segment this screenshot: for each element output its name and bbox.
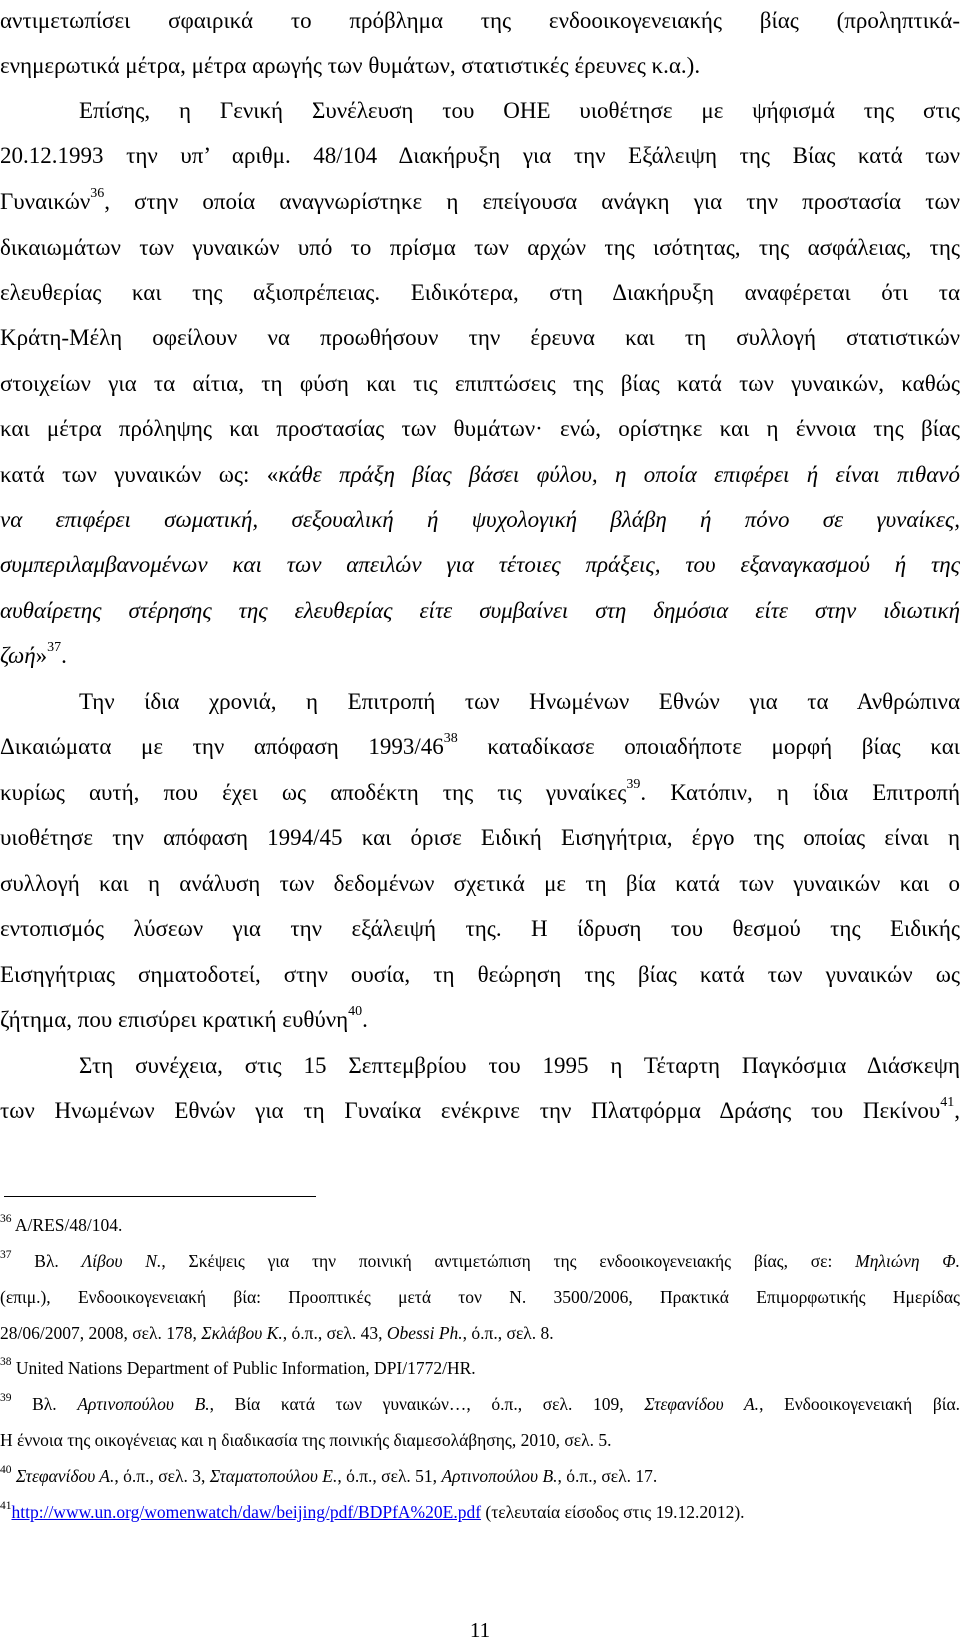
footnote-number: 40: [0, 1464, 12, 1477]
footnote-37-line: 28/06/2007, 2008, σελ. 178, Σκλάβου Κ., ό.π., σελ. 43, Obessi Ph., ό.π., σελ. 8.: [0, 1323, 554, 1343]
footnote-ref[interactable]: 36: [90, 186, 105, 202]
body-line: Γυναικών$^{36}$, στην οποία αναγνωρίστηκε η επείγουσα ανάγκη για την προστασία των: [0, 186, 960, 214]
body-line: ζήτημα, που επισύρει κρατική ευθύνη$^{40}$.: [0, 1004, 368, 1032]
body-line: στοιχείων για τα αίτια, τη φύση και τις επιπτώσεις της βίας κατά των γυναικών, καθώς: [0, 371, 960, 396]
footnote-41: $^{41}$http://www.un.org/womenwatch/daw/beijing/pdf/BDPfA%20E.pdf (τελευταία είσοδος στις 19.12.2012).: [0, 1500, 745, 1522]
footnote-number: 38: [0, 1356, 12, 1369]
quoted-definition-line: συμπεριλαμβανομένων και των απειλών για τέτοιες πράξεις, του εξαναγκασμού ή της: [0, 552, 960, 577]
paragraph-start: Την ίδια χρονιά, η Επιτροπή των Ηνωμένων Εθνών για τα Ανθρώπινα: [79, 689, 960, 714]
footnote-37: $^{37}$ Βλ. Λίβου Ν., Σκέψεις για την ποινική αντιμετώπιση της ενδοοικογενειακής βίας, σε: Μηλιώνη Φ.: [0, 1249, 960, 1271]
footnote-number: 37: [0, 1249, 12, 1262]
footnote-40: $^{40}$ Στεφανίδου Α., ό.π., σελ. 3, Σταματοπούλου Ε., ό.π., σελ. 51, Αρτινοπούλου Β., ό.π., σελ. 17.: [0, 1464, 658, 1486]
page-number: 11: [469, 1618, 491, 1642]
body-line: ζωή»$^{37}$.: [0, 640, 67, 668]
body-line: κατά των γυναικών ως: «κάθε πράξη βίας βάσει φύλου, η οποία επιφέρει ή είναι πιθανό: [0, 462, 960, 487]
footnote-ref[interactable]: 41: [940, 1095, 955, 1111]
footnote-37-line: (επιμ.), Ενδοοικογενειακή βία: Προοπτικές μετά τον Ν. 3500/2006, Πρακτικά Επιμορφωτικής Ημερίδας: [0, 1287, 960, 1307]
footnote-url-link[interactable]: http://www.un.org/womenwatch/daw/beijing/pdf/BDPfA%20E.pdf: [11, 1502, 482, 1522]
footnote-39-line: Η έννοια της οικογένειας και η διαδικασία της ποινικής διαμεσολάβησης, 2010, σελ. 5.: [0, 1430, 612, 1450]
footnote-number: 39: [0, 1392, 12, 1405]
body-line: εντοπισμός λύσεων για την εξάλειψή της. Η ίδρυση του θεσμού της Ειδικής: [0, 916, 960, 941]
body-line: κυρίως αυτή, που έχει ως αποδέκτη της τις γυναίκες$^{39}$. Κατόπιν, η ίδια Επιτροπή: [0, 777, 960, 805]
footnote-ref[interactable]: 40: [348, 1004, 363, 1020]
body-line: συλλογή και η ανάλυση των δεδομένων σχετικά με τη βία κατά των γυναικών και ο: [0, 871, 960, 896]
body-line: ενημερωτικά μέτρα, μέτρα αρωγής των θυμάτων, στατιστικές έρευνες κ.α.).: [0, 53, 701, 78]
footnote-36: $^{36}$ A/RES/48/104.: [0, 1213, 123, 1235]
paragraph-start: Επίσης, η Γενική Συνέλευση του ΟΗΕ υιοθέτησε με ψήφισμά της στις: [79, 98, 960, 123]
quoted-definition-line: αυθαίρετης στέρησης της ελευθερίας είτε συμβαίνει στη δημόσια είτε στην ιδιωτική: [0, 598, 960, 623]
body-line: αντιμετωπίσει σφαιρικά το πρόβλημα της ενδοοικογενειακής βίας (προληπτικά-: [0, 8, 960, 33]
footnote-38: $^{38}$ United Nations Department of Public Information, DPI/1772/HR.: [0, 1356, 476, 1378]
body-line: των Ηνωμένων Εθνών για τη Γυναίκα ενέκρινε την Πλατφόρμα Δράσης του Πεκίνου$^{41}$,: [0, 1095, 960, 1123]
footnote-separator: [4, 1196, 316, 1197]
footnote-ref[interactable]: 38: [443, 731, 458, 747]
body-line: υιοθέτησε την απόφαση 1994/45 και όρισε Ειδική Εισηγήτρια, έργο της οποίας είναι η: [0, 825, 960, 850]
body-line: ελευθερίας και της αξιοπρέπειας. Ειδικότερα, στη Διακήρυξη αναφέρεται ότι τα: [0, 280, 960, 305]
paragraph-start: Στη συνέχεια, στις 15 Σεπτεμβρίου του 1995 η Τέταρτη Παγκόσμια Διάσκεψη: [79, 1053, 960, 1078]
body-line: Δικαιώματα με την απόφαση $1993/46^{38}$ καταδίκασε οποιαδήποτε μορφή βίας και: [0, 731, 960, 759]
footnote-number: 41: [0, 1500, 12, 1513]
body-line: Κράτη-Μέλη οφείλουν να προωθήσουν την έρευνα και τη συλλογή στατιστικών: [0, 325, 960, 350]
body-line: Εισηγήτριας σηματοδοτεί, στην ουσία, τη θεώρηση της βίας κατά των γυναικών ως: [0, 962, 960, 987]
body-line: και μέτρα πρόληψης και προστασίας των θυμάτων· ενώ, ορίστηκε και η έννοια της βίας: [0, 416, 960, 441]
body-line: 20.12.1993 την υπ’ αριθμ. 48/104 Διακήρυξη για την Εξάλειψη της Βίας κατά των: [0, 143, 960, 168]
footnote-number: 36: [0, 1213, 12, 1226]
footnote-ref[interactable]: 39: [626, 777, 641, 793]
footnote-ref[interactable]: 37: [47, 640, 62, 656]
footnote-39: $^{39}$ Βλ. Αρτινοπούλου Β., Βία κατά των γυναικών…, ό.π., σελ. 109, Στεφανίδου Α., Ενδοοικογενειακή βία.: [0, 1392, 960, 1414]
body-line: δικαιωμάτων των γυναικών υπό το πρίσμα των αρχών της ισότητας, της ασφάλειας, της: [0, 235, 960, 260]
quoted-definition-line: να επιφέρει σωματική, σεξουαλική ή ψυχολογική βλάβη ή πόνο σε γυναίκες,: [0, 507, 960, 532]
